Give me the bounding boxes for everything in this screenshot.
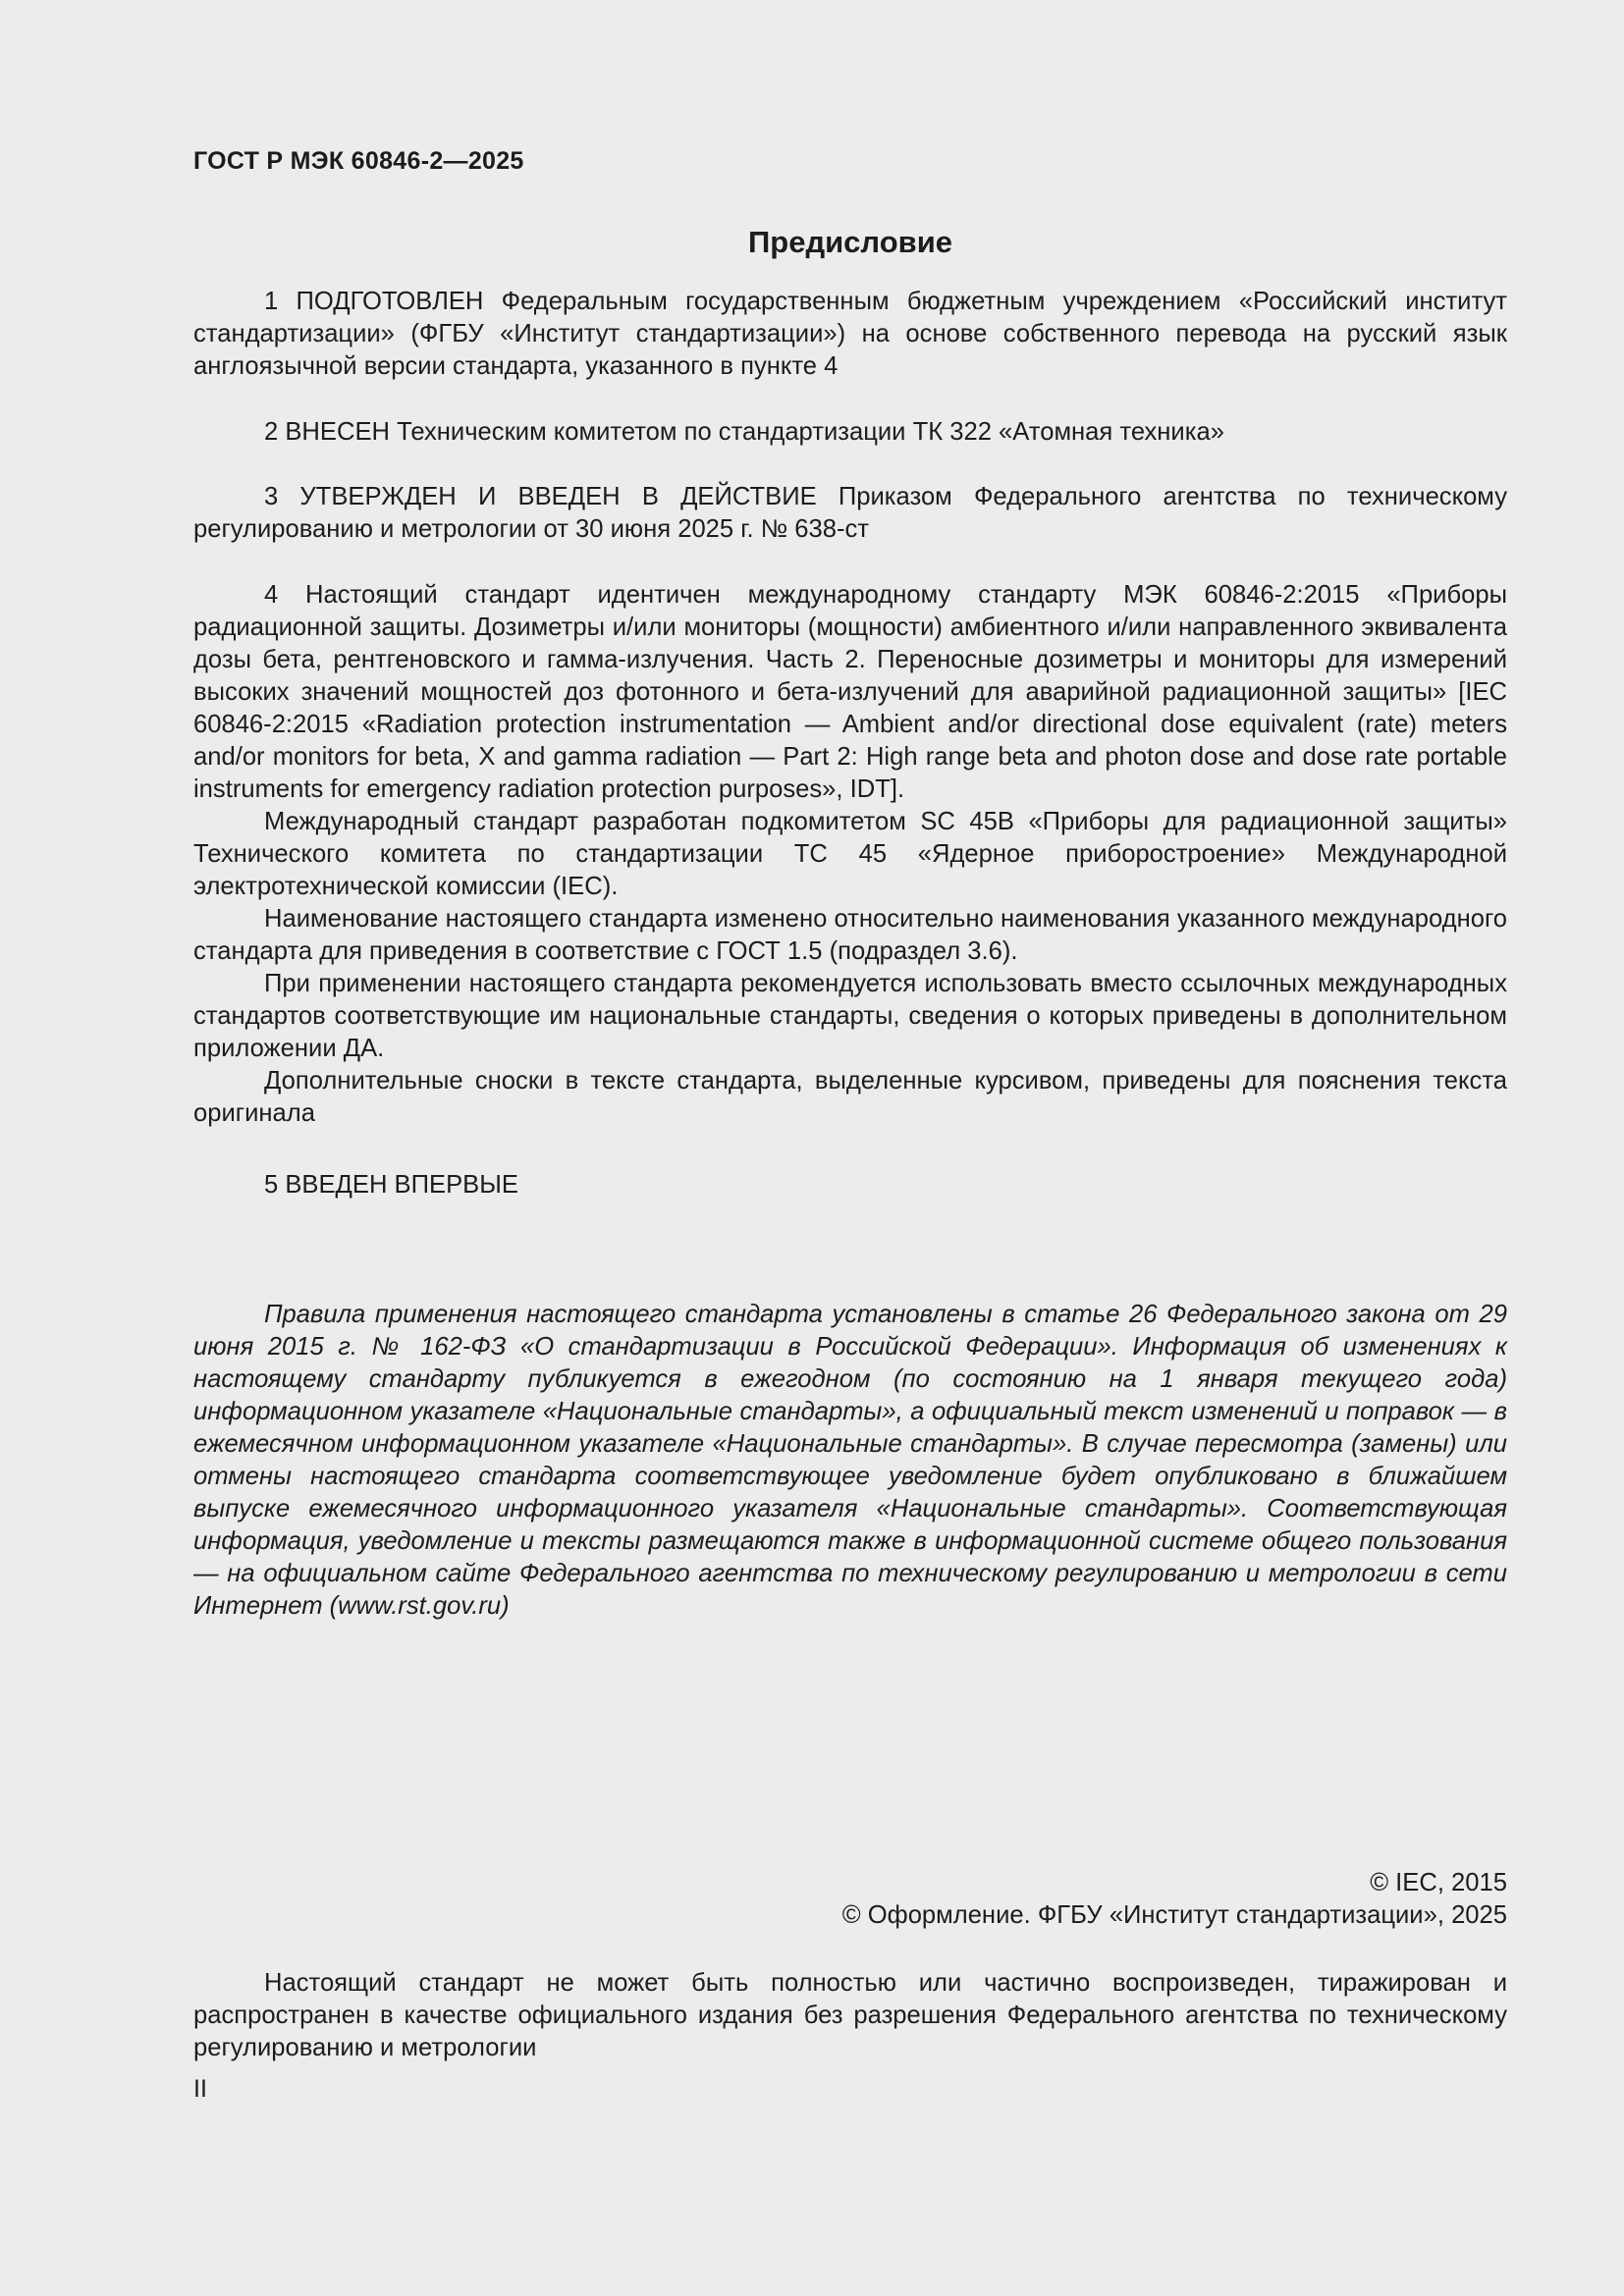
copyright-block — [193, 1867, 1507, 1932]
page-number: II — [193, 2075, 207, 2103]
item-2-text: 2 ВНЕСЕН Техническим комитетом по стандартизации ТК 322 «Атомная техника» — [264, 418, 1224, 446]
item-4-paragraph-3: Наименование настоящего стандарта изменено относительно наименования указанного международного стандарта для приведения в соответствие с ГОСТ 1.5 (подраздел 3.6). — [193, 905, 1507, 965]
item-3-section — [193, 481, 1507, 546]
item-4-paragraph-5: Дополнительные сноски в тексте стандарта, выделенные курсивом, приведены для пояснения текста оригинала — [193, 1067, 1507, 1127]
reproduction-notice-text: Настоящий стандарт не может быть полностью или частично воспроизведен, тиражирован и распространен в качестве официального издания без разрешения Федерального агентства по техническому регулированию и метрологии — [193, 1969, 1507, 2061]
item-1-section — [193, 286, 1507, 383]
document-code: ГОСТ Р МЭК 60846-2—2025 — [193, 147, 524, 175]
item-4-section — [193, 579, 1507, 1130]
item-4-paragraph-4: При применении настоящего стандарта рекомендуется использовать вместо ссылочных международных стандартов соответствующие им национальные стандарты, сведения о которых приведены в дополнительном приложении ДА. — [193, 970, 1507, 1062]
copyright-design: © Оформление. ФГБУ «Институт стандартизации», 2025 — [841, 1901, 1507, 1929]
item-5-section — [193, 1169, 1507, 1201]
item-5-text: 5 ВВЕДЕН ВПЕРВЫЕ — [264, 1171, 518, 1199]
copyright-iec: © IEC, 2015 — [1370, 1869, 1507, 1896]
rules-notice-text: Правила применения настоящего стандарта установлены в статье 26 Федерального закона от 29 июня 2015 г. № 162-ФЗ «О стандартизации в Российской Федерации». Информация об изменениях к настоящему стандарту публикуется в ежегодном (по состоянию на 1 января текущего года) информационном указателе «Национальные стандарты», а официальный текст изменений и поправок — в ежемесячном информационном указателе «Национальные стандарты». В случае пересмотра (замены) или отмены настоящего стандарта соответствующее уведомление будет опубликовано в ближайшем выпуске ежемесячного информационного указателя «Национальные стандарты». Соответствующая информация, уведомление и тексты размещаются также в информационной системе общего пользования — на официальном сайте Федерального агентства по техническому регулированию и метрологии в сети Интернет (www.rst.gov.ru) — [193, 1301, 1507, 1620]
item-4-text: 4 Настоящий стандарт идентичен международному стандарту МЭК 60846-2:2015 «Приборы радиационной защиты. Дозиметры и/или мониторы (мощности) амбиентного и/или направленного эквивалента дозы бета, рентгеновского и гамма-излучения. Часть 2. Переносные дозиметры и мониторы для измерений высоких значений мощностей доз фотонного и бета-излучений для аварийной радиационной защиты» [IEC 60846-2:2015 «Radiation protection instrumentation — Ambient and/or directional dose equivalent (rate) meters and/or monitors for beta, X and gamma radiation — Part 2: High range beta and photon dose and dose rate portable instruments for emergency radiation protection purposes», IDT]. — [193, 581, 1507, 803]
rules-notice-section — [193, 1299, 1507, 1623]
document-page — [193, 0, 1507, 2296]
item-3-text: 3 УТВЕРЖДЕН И ВВЕДЕН В ДЕЙСТВИЕ Приказом Федерального агентства по техническому регулированию и метрологии от 30 июня 2025 г. № 638-ст — [193, 483, 1507, 543]
item-2-section — [193, 416, 1507, 449]
item-4-paragraph-2: Международный стандарт разработан подкомитетом SC 45B «Приборы для радиационной защиты» Технического комитета по стандартизации ТС 45 «Ядерное приборостроение» Международной электротехнической комиссии (IEC). — [193, 808, 1507, 900]
reproduction-notice-section — [193, 1967, 1507, 2064]
page-title: Предисловие — [747, 225, 952, 259]
item-1-text: 1 ПОДГОТОВЛЕН Федеральным государственным бюджетным учреждением «Российский институт стандартизации» (ФГБУ «Институт стандартизации») на основе собственного перевода на русский язык англоязычной версии стандарта, указанного в пункте 4 — [193, 288, 1507, 380]
